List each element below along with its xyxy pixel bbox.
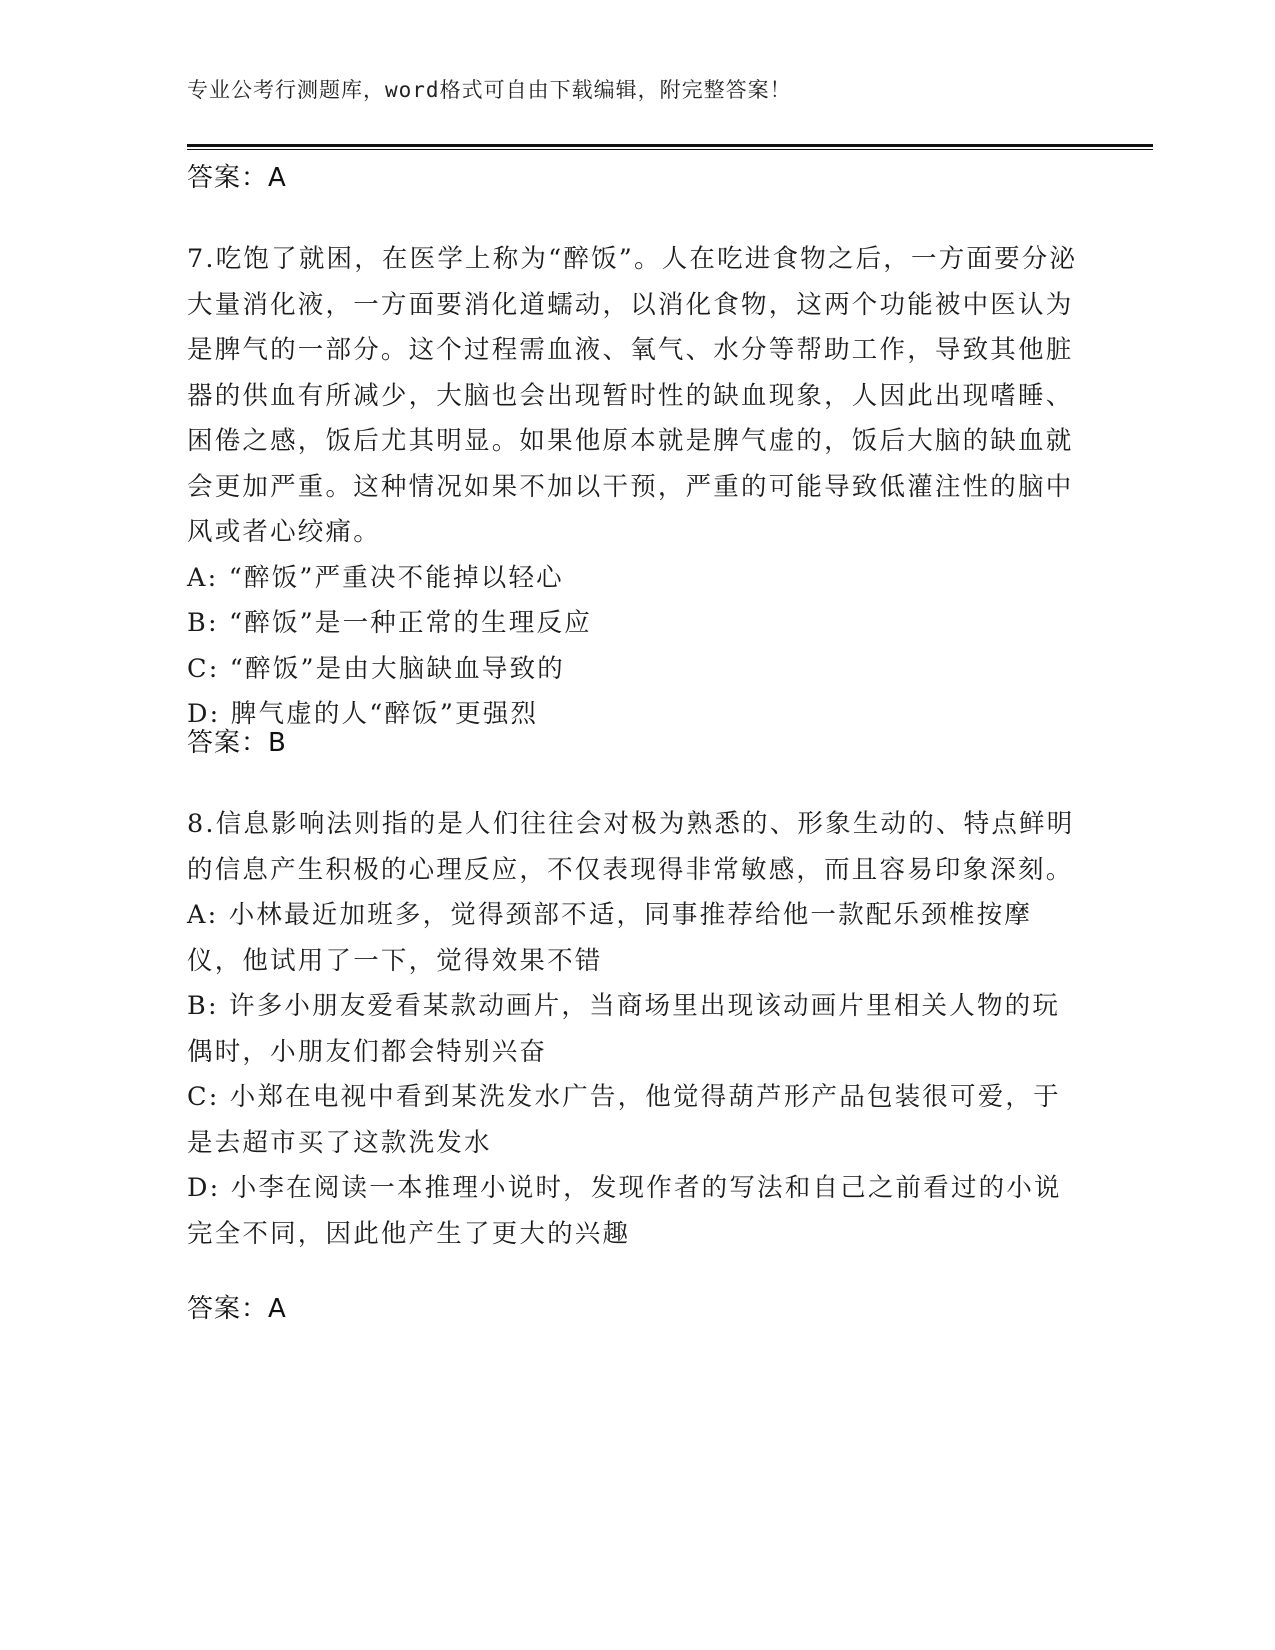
question-7-option-b: B: “醉饭”是一种正常的生理反应 <box>187 608 592 638</box>
question-8-option-b: B: 许多小朋友爱看某款动画片，当商场里出现该动画片里相关人物的玩偶时，小朋友们都会特别兴奋 <box>187 991 1061 1067</box>
question-7 <box>187 237 1087 738</box>
question-8-stem: 8.信息影响法则指的是人们往往会对极为熟悉的、形象生动的、特点鲜明的信息产生积极的心理反应，不仅表现得非常敏感，而且容易印象深刻。 <box>187 809 1075 885</box>
question-7-stem: 7.吃饱了就困，在医学上称为“醉饭”。人在吃进食物之后，一方面要分泌大量消化液，一方面要消化道蠕动，以消化食物，这两个功能被中医认为是脾气的一部分。这个过程需血液、氧气、水分等帮助工作，导致其他脏器的供血有所减少，大脑也会出现暂时性的缺血现象，人因此出现嗜睡、困倦之感，饭后尤其明显。如果他原本就是脾气虚的，饭后大脑的缺血就会更加严重。这种情况如果不加以干预，严重的可能导致低灌注性的脑中风或者心绞痛。 <box>187 244 1078 547</box>
page-header-text: 专业公考行测题库，word格式可自由下载编辑，附完整答案！ <box>187 78 792 102</box>
header-rule-thick <box>187 144 1153 147</box>
previous-answer: 答案：A <box>187 163 287 193</box>
question-7-answer: 答案：B <box>187 728 287 758</box>
question-8 <box>187 802 1087 1257</box>
question-7-option-d: D: 脾气虚的人“醉饭”更强烈 <box>187 699 539 729</box>
header-rule-thin <box>187 149 1153 150</box>
question-8-option-a: A: 小林最近加班多，觉得颈部不适，同事推荐给他一款配乐颈椎按摩仪，他试用了一下，觉得效果不错 <box>187 900 1033 976</box>
question-7-option-c: C: “醉饭”是由大脑缺血导致的 <box>187 653 565 684</box>
question-8-option-c: C: 小郑在电视中看到某洗发水广告，他觉得葫芦形产品包装很可爱，于是去超市买了这款洗发水 <box>187 1082 1061 1158</box>
question-7-option-a: A: “醉饭”严重决不能掉以轻心 <box>187 562 564 593</box>
question-8-option-d: D: 小李在阅读一本推理小说时，发现作者的写法和自己之前看过的小说完全不同，因此他产生了更大的兴趣 <box>187 1173 1062 1249</box>
question-8-answer: 答案：A <box>187 1294 287 1324</box>
